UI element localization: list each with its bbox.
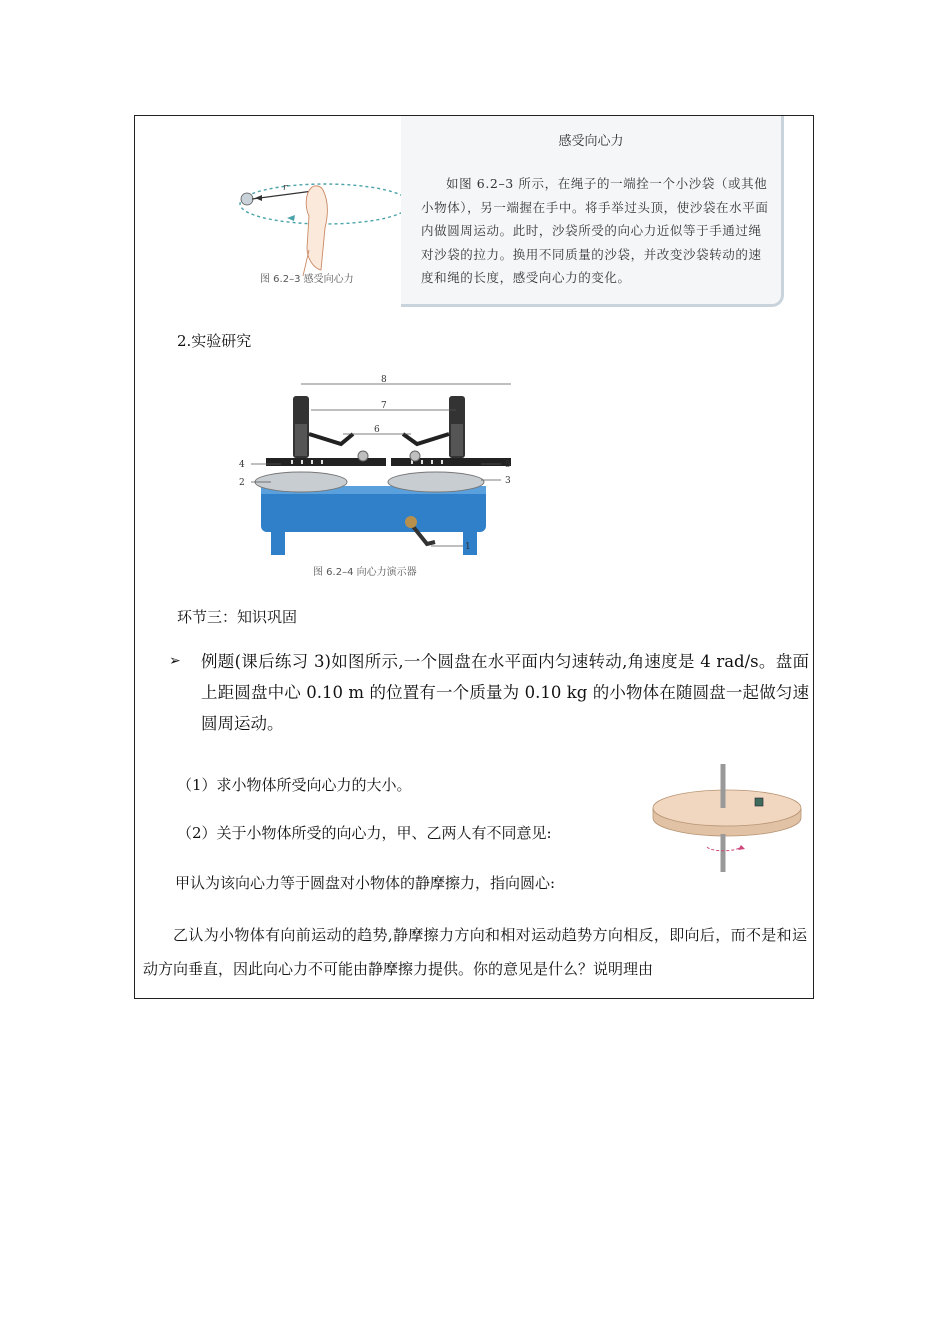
radius-label: r	[283, 183, 288, 193]
opinion-yi: 乙认为小物体有向前运动的趋势,静摩擦力方向和相对运动趋势方向相反，即向后，而不是和运动方向垂直，因此向心力不可能由静摩擦力提供。你的意见是什么？说明理由	[143, 926, 807, 978]
question-2: （2）关于小物体所受的向心力，甲、乙两人有不同意见:	[177, 824, 552, 842]
apparatus-label-3: 3	[505, 476, 511, 486]
arrow-bullet-icon: ➢	[169, 653, 181, 669]
figure-caption-6-2-3: 图 6.2–3 感受向心力	[260, 274, 354, 285]
textbook-excerpt-box	[401, 116, 784, 307]
content-frame	[134, 115, 814, 999]
excerpt-title: 感受向心力	[558, 134, 624, 149]
apparatus-label-8: 8	[381, 375, 387, 385]
apparatus-label-6: 6	[374, 425, 380, 435]
apparatus-illustration	[231, 374, 531, 584]
apparatus-figure	[231, 374, 531, 584]
apparatus-label-4: 4	[239, 460, 245, 470]
figure-caption-6-2-4: 图 6.2–4 向心力演示器	[313, 567, 417, 578]
section-experiment-heading: 2.实验研究	[177, 332, 252, 350]
apparatus-label-2: 2	[239, 478, 245, 488]
section-consolidation-heading: 环节三：知识巩固	[177, 608, 298, 626]
swing-illustration	[225, 158, 415, 288]
apparatus-label-1: 1	[465, 542, 471, 552]
opinion-jia: 甲认为该向心力等于圆盘对小物体的静摩擦力，指向圆心:	[175, 874, 556, 892]
example-text: 例题(课后练习 3)如图所示,一个圆盘在水平面内匀速转动,角速度是 4 rad/s。盘面上距圆盘中心 0.10 m 的位置有一个质量为 0.10 kg 的小物体在随圆盘一起做匀速圆周运动。	[201, 652, 809, 733]
apparatus-label-5: 5	[505, 460, 511, 470]
rotating-disk-figure	[647, 756, 807, 876]
disk-illustration	[647, 756, 807, 876]
apparatus-label-7: 7	[381, 401, 387, 411]
swing-figure	[225, 158, 415, 288]
example-problem	[169, 646, 809, 739]
excerpt-text: 如图 6.2–3 所示，在绳子的一端拴一个小沙袋（或其他小物体），另一端握在手中。将手举过头顶，使沙袋在水平面内做圆周运动。此时，沙袋所受的向心力近似等于手通过绳对沙袋的拉力。换用不同质量的沙袋，并改变沙袋转动的速度和绳的长度，感受向心力的变化。	[421, 176, 769, 285]
question-1: （1）求小物体所受向心力的大小。	[177, 776, 412, 794]
